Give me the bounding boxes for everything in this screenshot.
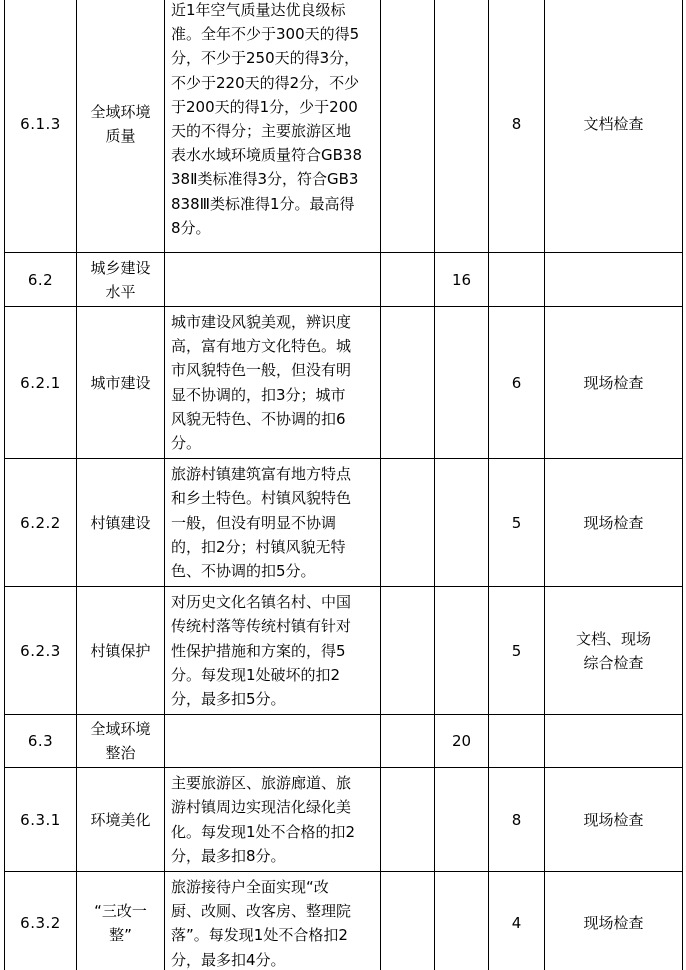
item-name: 城乡建设 水平	[77, 253, 165, 307]
table-row	[5, 307, 683, 459]
item-name: 城市建设	[77, 307, 165, 459]
item-name: 村镇保护	[77, 587, 165, 715]
table-row	[5, 768, 683, 872]
table-row	[5, 0, 683, 253]
scoring-criteria	[165, 715, 381, 768]
item-name: 村镇建设	[77, 459, 165, 587]
item-score: 5	[489, 587, 545, 715]
item-score: 6	[489, 307, 545, 459]
item-score: 4	[489, 872, 545, 970]
item-code: 6.1.3	[5, 0, 77, 253]
item-score	[489, 715, 545, 768]
total-score	[435, 872, 489, 970]
item-score: 8	[489, 0, 545, 253]
check-method: 现场检查	[545, 872, 683, 970]
item-code: 6.2.2	[5, 459, 77, 587]
item-code: 6.2.3	[5, 587, 77, 715]
item-name: 全域环境 整治	[77, 715, 165, 768]
check-method	[545, 253, 683, 307]
check-method: 现场检查	[545, 307, 683, 459]
scoring-criteria	[165, 253, 381, 307]
check-method: 现场检查	[545, 459, 683, 587]
total-score	[435, 307, 489, 459]
item-code: 6.2	[5, 253, 77, 307]
check-method: 现场检查	[545, 768, 683, 872]
item-name: 环境美化	[77, 768, 165, 872]
blank-cell	[381, 872, 435, 970]
table-row	[5, 715, 683, 768]
table-row	[5, 253, 683, 307]
scoring-criteria: 对历史文化名镇名村、中国 传统村落等传统村镇有针对 性保护措施和方案的，得5 分。每发现1处破坏的扣2 分，最多扣5分。	[165, 587, 381, 715]
total-score: 20	[435, 715, 489, 768]
blank-cell	[381, 768, 435, 872]
item-code: 6.3.2	[5, 872, 77, 970]
table-row	[5, 872, 683, 970]
blank-cell	[381, 587, 435, 715]
scoring-criteria: 城市建设风貌美观，辨识度 高，富有地方文化特色。城 市风貌特色一般，但没有明 显不协调的，扣3分；城市 风貌无特色、不协调的扣6 分。	[165, 307, 381, 459]
item-score	[489, 253, 545, 307]
total-score	[435, 0, 489, 253]
total-score: 16	[435, 253, 489, 307]
scoring-criteria: 旅游村镇建筑富有地方特点 和乡土特色。村镇风貌特色 一般，但没有明显不协调 的，扣2分；村镇风貌无特 色、不协调的扣5分。	[165, 459, 381, 587]
total-score	[435, 768, 489, 872]
blank-cell	[381, 253, 435, 307]
item-name: “三改一 整”	[77, 872, 165, 970]
table-row	[5, 587, 683, 715]
total-score	[435, 459, 489, 587]
item-name: 全域环境 质量	[77, 0, 165, 253]
item-score: 5	[489, 459, 545, 587]
scoring-criteria: 主要旅游区、旅游廊道、旅 游村镇周边实现洁化绿化美 化。每发现1处不合格的扣2 分，最多扣8分。	[165, 768, 381, 872]
table-row	[5, 459, 683, 587]
item-score: 8	[489, 768, 545, 872]
check-method: 文档、现场 综合检查	[545, 587, 683, 715]
blank-cell	[381, 0, 435, 253]
blank-cell	[381, 307, 435, 459]
item-code: 6.3.1	[5, 768, 77, 872]
evaluation-table	[4, 0, 683, 970]
total-score	[435, 587, 489, 715]
check-method: 文档检查	[545, 0, 683, 253]
blank-cell	[381, 459, 435, 587]
blank-cell	[381, 715, 435, 768]
check-method	[545, 715, 683, 768]
item-code: 6.3	[5, 715, 77, 768]
item-code: 6.2.1	[5, 307, 77, 459]
scoring-criteria: 旅游接待户全面实现“改 厨、改厕、改客房、整理院 落”。每发现1处不合格扣2 分，最多扣4分。	[165, 872, 381, 970]
scoring-criteria: 近1年空气质量达优良级标 准。全年不少于300天的得5 分，不少于250天的得3分， 不少于220天的得2分，不少 于200天的得1分，少于200 天的不得分；主要旅游区地 表水水域环境质量符合GB38 38Ⅱ类标准得3分，符合GB3 838Ⅲ类标准得1分。最高得 8分。	[165, 0, 381, 253]
